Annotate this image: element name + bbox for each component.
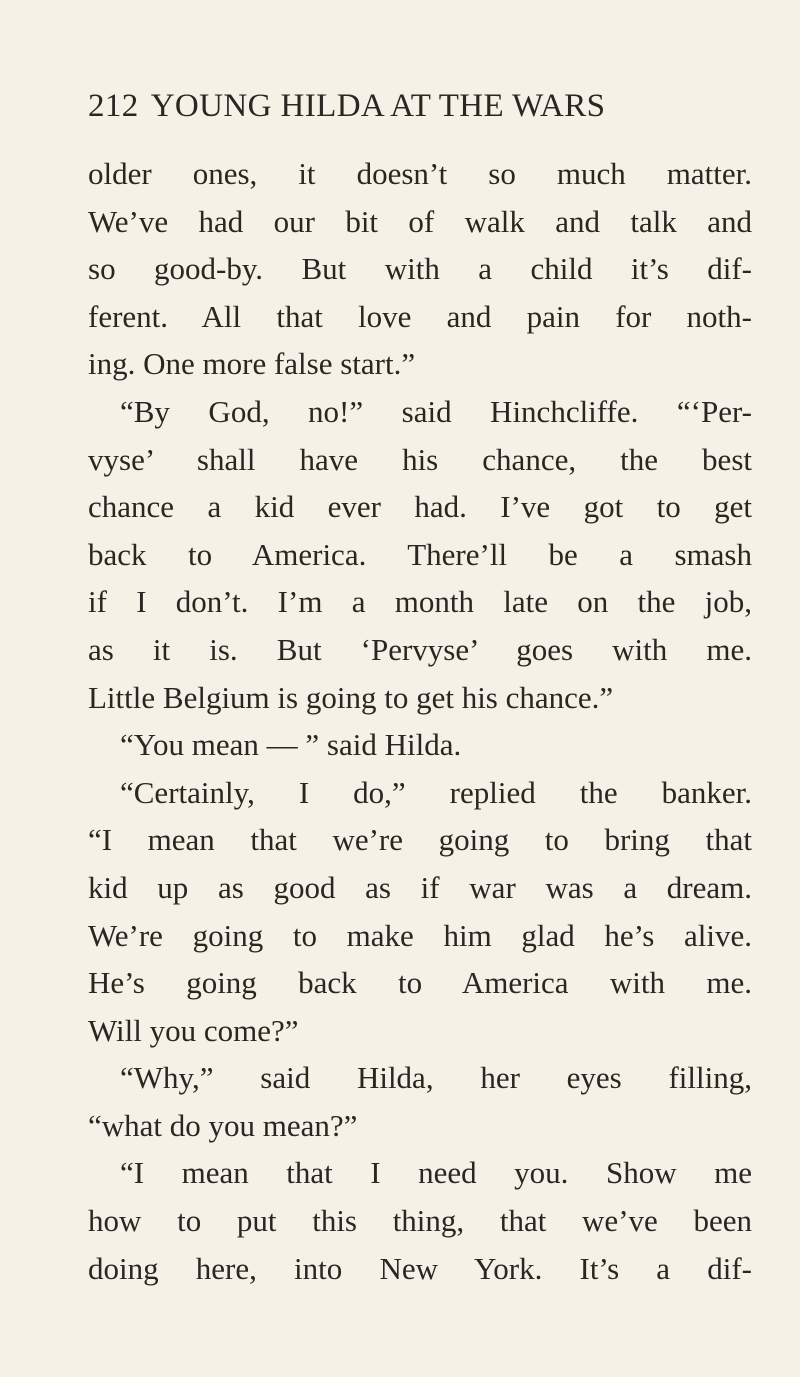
text-line: “what do you mean?”	[88, 1107, 358, 1143]
text-line: “I mean that I need you. Show me	[120, 1155, 752, 1191]
text-line: We’ve had our bit of walk and talk and	[88, 203, 752, 239]
text-line: as it is. But ‘Pervyse’ goes with me.	[88, 631, 752, 667]
body-text	[88, 150, 752, 1292]
running-title: YOUNG HILDA AT THE WARS	[150, 88, 606, 124]
text-line: Little Belgium is going to get his chance.”	[88, 679, 614, 715]
text-line: chance a kid ever had. I’ve got to get	[88, 489, 752, 525]
running-head	[88, 84, 748, 128]
text-line: how to put this thing, that we’ve been	[88, 1203, 752, 1239]
text-line: ferent. All that love and pain for noth-	[88, 298, 752, 334]
text-line: ing. One more false start.”	[88, 346, 416, 382]
text-line: “By God, no!” said Hinchcliffe. “‘Per-	[120, 393, 752, 429]
text-line: doing here, into New York. It’s a dif-	[88, 1250, 752, 1286]
text-line: He’s going back to America with me.	[88, 965, 752, 1001]
text-line: so good-by. But with a child it’s dif-	[88, 251, 752, 287]
text-line: Will you come?”	[88, 1012, 299, 1048]
text-line: We’re going to make him glad he’s alive.	[88, 917, 752, 953]
text-line: vyse’ shall have his chance, the best	[88, 441, 752, 477]
text-line: if I don’t. I’m a month late on the job,	[88, 584, 752, 620]
text-line: “I mean that we’re going to bring that	[88, 822, 752, 858]
text-line: older ones, it doesn’t so much matter.	[88, 156, 752, 191]
text-line: “Why,” said Hilda, her eyes filling,	[120, 1060, 752, 1096]
text-line: “Certainly, I do,” replied the banker.	[120, 774, 752, 810]
text-line: “You mean — ” said Hilda.	[120, 727, 462, 763]
text-line: kid up as good as if war was a dream.	[88, 869, 752, 905]
text-line: back to America. There’ll be a smash	[88, 536, 752, 572]
page-number: 212	[88, 88, 139, 124]
